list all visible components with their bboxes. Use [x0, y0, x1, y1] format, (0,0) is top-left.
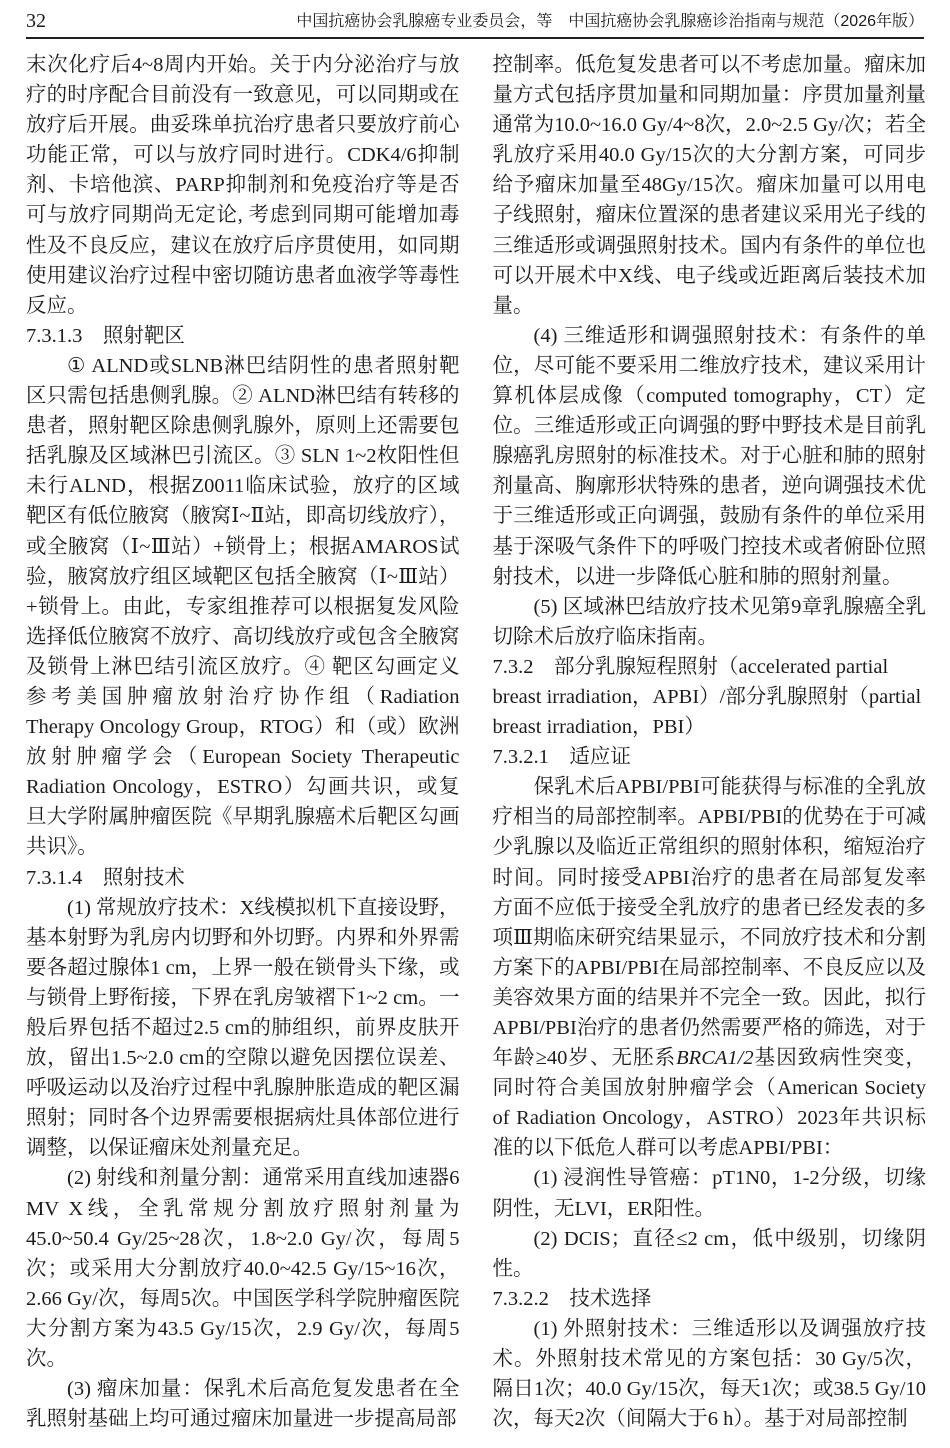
- running-head-authors: 中国抗癌协会乳腺癌专业委员会，等: [296, 13, 553, 30]
- paragraph: (2) 射线和剂量分割：通常采用直线加速器6 MV X线，全乳常规分割放疗照射剂量为45.0~50.4 Gy/25~28次，1.8~2.0 Gy/次，每周5次；或采用大分割放疗40.0~42.5 Gy/15~16次，2.66 Gy/次，每周5次。中国医学科学院肿瘤医院大分割方案为43.5 Gy/15次，2.9 Gy/次，每周5次。: [26, 1167, 460, 1371]
- section-heading-7-3-2-2: 7.3.2.2 技术选择: [492, 1287, 652, 1310]
- running-head-title: 中国抗癌协会乳腺癌诊治指南与规范（2026年版）: [568, 13, 924, 30]
- paragraph: ① ALND或SLNB淋巴结阴性的患者照射靶区只需包括患侧乳腺。② ALND淋巴结有转移的患者，照射靶区除患侧乳腺外，原则上还需要包括乳腺及区域淋巴引流区。③ SLN 1~2枚阳性但未行ALND，根据Z0011临床试验，放疗的区域靶区有低位腋窝（腋窝Ⅰ~Ⅱ站，即高切线放疗），或全腋窝（Ⅰ~Ⅲ站）+锁骨上；根据AMAROS试验，腋窝放疗组区域靶区包括全腋窝（Ⅰ~Ⅲ站）+锁骨上。由此，专家组推荐可以根据复发风险选择低位腋窝不放疗、高切线放疗或包含全腋窝及锁骨上淋巴结引流区放疗。④ 靶区勾画定义参考美国肿瘤放射治疗协作组（Radiation Therapy Oncology Group，RTOG）和（或）欧洲放射肿瘤学会（European Society Therapeutic Radiation Oncology，ESTRO）勾画共识，或复旦大学附属肿瘤医院《早期乳腺癌术后靶区勾画共识》。: [26, 354, 460, 859]
- right-column: [493, 50, 927, 1434]
- paragraph: (1) 常规放疗技术：X线模拟机下直接设野，基本射野为乳房内切野和外切野。内界和外界需要各超过腺体1 cm，上界一般在锁骨头下缘，或与锁骨上野衔接，下界在乳房皱褶下1~2 cm。一般后界包括不超过2.5 cm的肺组织，前界皮肤开放，留出1.5~2.0 cm的空隙以避免因摆位误差、呼吸运动以及治疗过程中乳腺肿胀造成的靶区漏照射；同时各个边界需要根据病灶具体部位进行调整，以保证瘤床处剂量充足。: [26, 896, 460, 1160]
- paragraph: (5) 区域淋巴结放疗技术见第9章乳腺癌全乳切除术后放疗临床指南。: [492, 595, 926, 648]
- section-heading-7-3-2-1: 7.3.2.1 适应证: [492, 746, 631, 769]
- page-header: [26, 0, 924, 39]
- two-column-body: [0, 39, 950, 1434]
- gene-name-italic: BRCA1/2: [676, 1047, 754, 1070]
- running-head: [296, 12, 924, 32]
- paragraph-continuation: 末次化疗后4~8周内开始。关于内分泌治疗与放疗的时序配合目前没有一致意见，可以同期或在放疗后开展。曲妥珠单抗治疗患者只要放疗前心功能正常，可以与放疗同时进行。CDK4/6抑制剂、卡培他滨、PARP抑制剂和免疫治疗等是否可与放疗同期尚无定论, 考虑到同期可能增加毒性及不良反应，建议在放疗后序贯使用，如同期使用建议治疗过程中密切随访患者血液学等毒性反应。: [26, 54, 460, 317]
- paragraph: [493, 772, 927, 1163]
- section-heading-7-3-1-3: 7.3.1.3 照射靶区: [26, 324, 185, 347]
- paragraph-text: 保乳术后APBI/PBI可能获得与标准的全乳放疗相当的局部控制率。APBI/PBI的优势在于可减少乳腺以及临近正常组织的照射体积，缩短治疗时间。同时接受APBI治疗的患者在局部复发率方面不应低于接受全乳放疗的患者已经发表的多项Ⅲ期临床研究结果显示，不同放疗技术和分割方案下的APBI/PBI在局部控制率、不良反应以及美容效果方面的结果并不完全一致。因此，拟行APBI/PBI治疗的患者仍然需要严格的筛选，对于年龄≥40岁、无胚系: [492, 776, 926, 1070]
- paragraph-text: 基因致病性突变，同时符合美国放射肿瘤学会（American Society of Radiation Oncology，ASTRO）2023年共识标准的以下低危人群可以考虑APBI/PBI：: [492, 1047, 926, 1160]
- paragraph: (4) 三维适形和调强照射技术：有条件的单位，尽可能不要采用二维放疗技术，建议采用计算机体层成像（computed tomography，CT）定位。三维适形或正向调强的野中野技术是目前乳腺癌乳房照射的标准技术。对于心脏和肺的照射剂量高、胸廓形状特殊的患者，逆向调强技术优于三维适形或正向调强，鼓励有条件的单位采用基于深吸气条件下的呼吸门控技术或者俯卧位照射技术，以进一步降低心脏和肺的照射剂量。: [492, 324, 926, 588]
- paragraph: (1) 外照射技术：三维适形以及调强放疗技术。外照射技术常见的方案包括：30 Gy/5次，隔日1次；40.0 Gy/15次，每天1次；或38.5 Gy/10次，每天2次（间隔大于6 h）。基于对局部控制: [492, 1317, 926, 1431]
- paragraph: (2) DCIS；直径≤2 cm，低中级别，切缘阴性。: [492, 1227, 926, 1280]
- section-heading-7-3-1-4: 7.3.1.4 照射技术: [26, 866, 185, 889]
- paragraph: (1) 浸润性导管癌：pT1N0，1-2分级，切缘阴性，无LVI，ER阳性。: [492, 1167, 926, 1220]
- paragraph: (3) 瘤床加量：保乳术后高危复发患者在全乳照射基础上均可通过瘤床加量进一步提高局部: [26, 1378, 460, 1431]
- paragraph-continuation: 控制率。低危复发患者可以不考虑加量。瘤床加量方式包括序贯加量和同期加量：序贯加量剂量通常为10.0~16.0 Gy/4~8次，2.0~2.5 Gy/次；若全乳放疗采用40.0 Gy/15次的大分割方案，可同步给予瘤床加量至48Gy/15次。瘤床加量可以用电子线照射，瘤床位置深的患者建议采用光子线的三维适形或调强照射技术。国内有条件的单位也可以开展术中X线、电子线或近距离后装技术加量。: [492, 54, 926, 317]
- page-number: 32: [26, 10, 46, 32]
- section-heading-7-3-2: 7.3.2 部分乳腺短程照射（accelerated partial breast irradiation，APBI）/部分乳腺照射（partial breast irradiation，PBI）: [492, 655, 922, 739]
- left-column: [26, 50, 460, 1434]
